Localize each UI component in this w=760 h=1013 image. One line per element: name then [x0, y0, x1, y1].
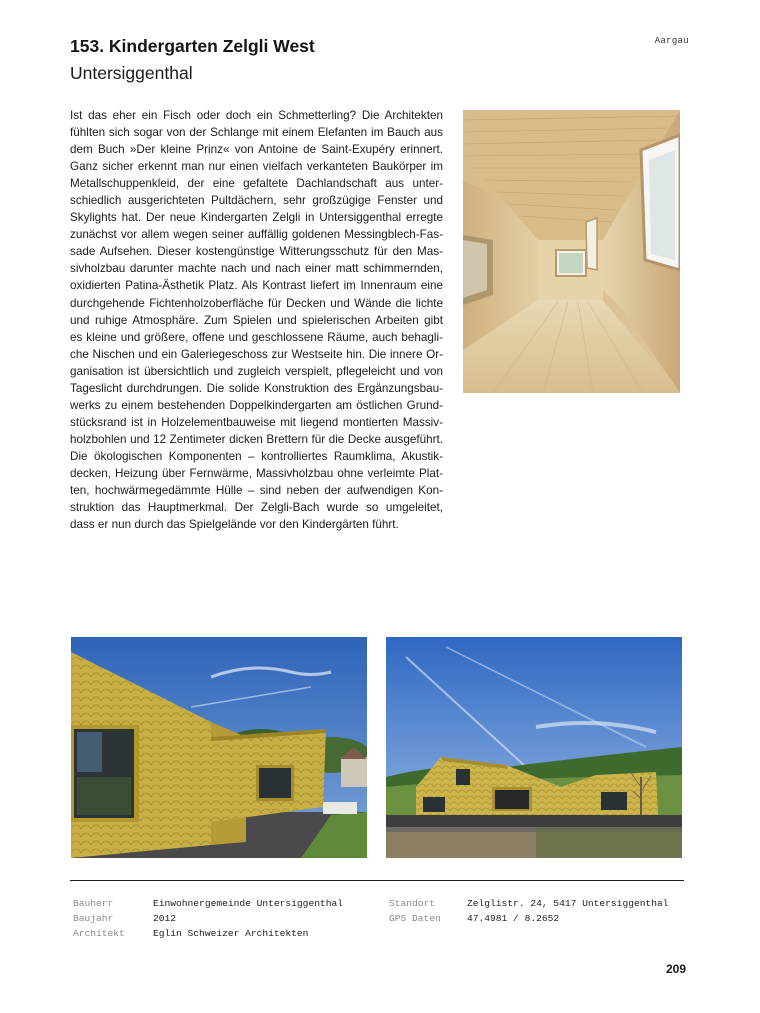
value-standort: Zelglistr. 24, 5417 Untersiggenthal [467, 898, 669, 909]
body-line: struktion das Hauptmerkmal. Der Zelgli-Bach wurde so umgeleitet, [70, 501, 443, 515]
body-line: Tageslicht durchdrungen. Die solide Konstruktion des Ergänzungsbau- [70, 381, 443, 395]
body-line: werks zu einem bestehenden Doppelkindergarten am östlichen Grund- [70, 398, 443, 412]
body-line: sade Aufsehen. Dieser kostengünstige Witterungsschutz für den Mas- [70, 245, 443, 259]
value-bauherr: Einwohnergemeinde Untersiggenthal [153, 898, 343, 909]
facade-photo-right [386, 637, 682, 858]
body-line: durchgehende Fichtenholzoberfläche für Decken und Wände die lichte [70, 296, 443, 310]
page-title: 153. Kindergarten Zelgli West [70, 36, 315, 56]
body-line: und ruhige Atmosphäre. Zum Spielen und spielerischen Arbeiten gibt [70, 313, 443, 327]
article-body [70, 107, 443, 533]
body-line: Ganz sicher erkennt man nur einen vielfach verkanteten Baukörper im [70, 160, 443, 174]
body-line: oxidierten Patina-Ästhetik Platz. Als Kontrast liefert im Innenraum eine [70, 279, 443, 293]
body-line: che Nischen und ein Galeriegeschoss zur Westseite hin. Die innere Or- [70, 347, 443, 361]
body-line: Ist das eher ein Fisch oder doch ein Schmetterling? Die Architekten [70, 109, 443, 122]
body-line: sivholzbau darunter machte nach und nach einer matt schimmernden, [70, 262, 443, 276]
page-subtitle: Untersiggenthal [70, 63, 193, 83]
body-line: decken, Heizung über Fernwärme, Massivholzbau ohne verleimte Plat- [70, 466, 443, 480]
interior-photo [463, 110, 680, 393]
body-line: es kleine und größere, offene und geschlossene Räume, auch behagli- [70, 330, 443, 344]
value-architekt: Eglin Schweizer Architekten [153, 928, 309, 939]
value-baujahr: 2012 [153, 913, 177, 924]
page-number: 209 [665, 962, 686, 976]
info-divider [70, 880, 684, 881]
body-line: zunächst vor allem wegen seiner auffällig goldenen Messingblech-Fas- [70, 228, 443, 242]
body-line: ganisation ist übersichtlich und zugleich verspielt, pflegeleicht und von [70, 364, 443, 378]
body-line: Skylights hat. Der neue Kindergarten Zelgli in Untersiggenthal erregte [70, 211, 443, 225]
body-line: ten, hochwärmegedämmte Hülle – sind neben der aufwendigen Kon- [70, 484, 443, 498]
body-line: Metallschuppenkleid, der eine gefaltete Dachlandschaft aus unter- [70, 177, 443, 191]
info-labels-right [389, 896, 441, 926]
label-gps: GPS Daten [389, 913, 441, 924]
facade-photo-left [71, 637, 367, 858]
info-values-left [153, 896, 343, 941]
label-baujahr: Baujahr [73, 913, 114, 924]
body-line: stücksrand ist in Holzelementbauweise mit liegend montierten Massiv- [70, 415, 443, 429]
value-gps: 47.4981 / 8.2652 [467, 913, 560, 924]
label-standort: Standort [389, 898, 436, 909]
body-line: Die ökologischen Komponenten – kontrolliertes Raumklima, Akustik- [70, 449, 443, 463]
info-values-right [467, 896, 669, 926]
info-labels-left [73, 896, 125, 941]
label-architekt: Architekt [73, 928, 125, 939]
body-line: holzbohlen und 12 Zentimeter dicken Brettern für die Decke ausgeführt. [70, 432, 443, 446]
body-line: dass er nun durch das Spielgelände vor den Kindergärten führt. [70, 518, 399, 532]
label-bauherr: Bauherr [73, 898, 114, 909]
body-line: fühlten sich sogar von der Schlange mit einem Elefanten im Bauch aus [70, 126, 443, 140]
body-line: schiedlich ausgerichteten Pultdächern, sehr großzügige Fenster und [70, 194, 443, 208]
body-line: dem Buch »Der kleine Prinz« von Antoine de Saint-Exupéry erinnert. [70, 143, 443, 157]
region-label: Aargau [654, 36, 689, 46]
